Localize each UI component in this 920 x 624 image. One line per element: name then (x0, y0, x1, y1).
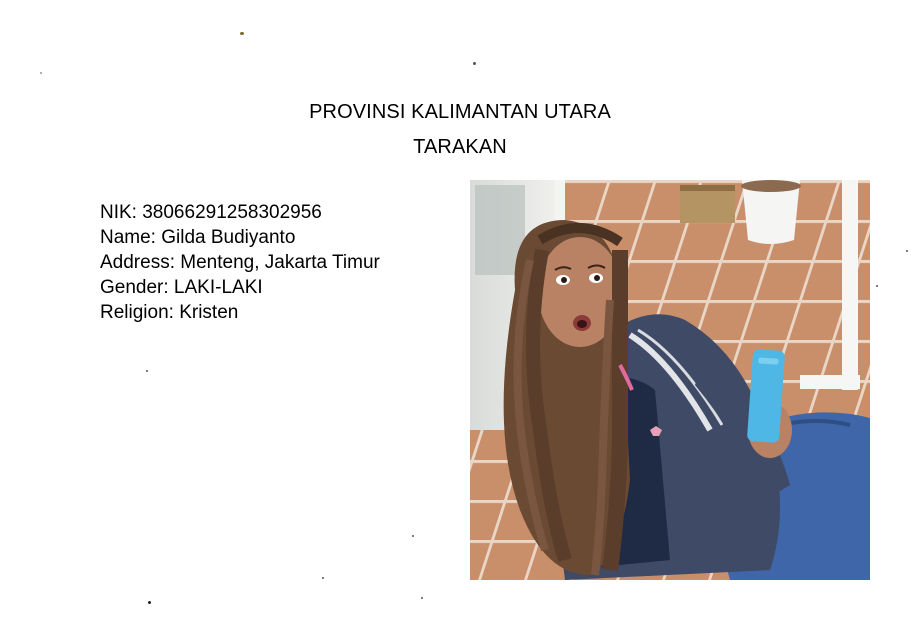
speck (148, 601, 151, 604)
nik-field: NIK: 38066291258302956 (100, 202, 322, 223)
window-frame (842, 180, 858, 390)
speck (473, 62, 476, 65)
address-field: Address: Menteng, Jakarta Timur (100, 252, 380, 273)
speck (240, 32, 244, 35)
speck (906, 250, 908, 252)
photo-illustration (470, 180, 870, 580)
city-title: TARAKAN (413, 136, 507, 158)
speck (40, 72, 42, 74)
speck (876, 285, 878, 287)
identity-details (100, 200, 380, 325)
gender-field: Gender: LAKI-LAKI (100, 277, 263, 298)
name-field: Name: Gilda Budiyanto (100, 227, 296, 248)
religion-field: Religion: Kristen (100, 302, 239, 323)
speck (146, 370, 148, 372)
speck (322, 577, 324, 579)
speck (412, 535, 414, 537)
holder-photo (470, 180, 870, 580)
province-title: PROVINSI KALIMANTAN UTARA (309, 101, 611, 123)
speck (421, 597, 423, 599)
